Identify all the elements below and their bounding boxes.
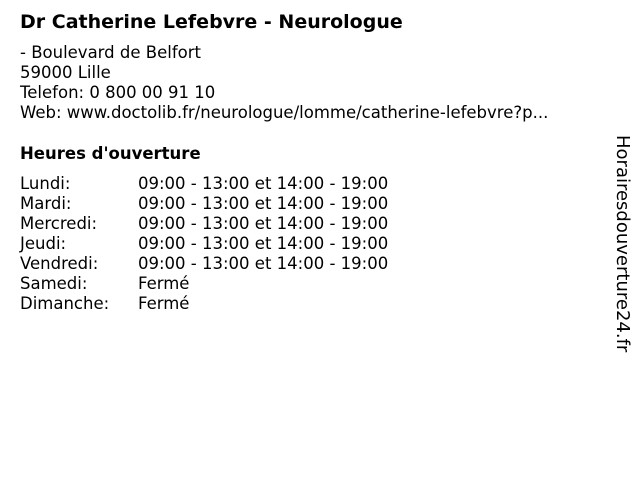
- day-label: Jeudi:: [20, 234, 67, 253]
- day-hours: 09:00 - 13:00 et 14:00 - 19:00: [138, 194, 389, 213]
- day-hours: 09:00 - 13:00 et 14:00 - 19:00: [138, 254, 389, 273]
- day-label: Samedi:: [20, 274, 88, 293]
- day-label: Lundi:: [20, 174, 71, 193]
- street-address: - Boulevard de Belfort: [20, 43, 201, 62]
- day-label: Mardi:: [20, 194, 72, 213]
- city-postal: 59000 Lille: [20, 63, 111, 82]
- phone-number: Telefon: 0 800 00 91 10: [20, 83, 216, 102]
- day-label: Vendredi:: [20, 254, 99, 273]
- contact-block: [20, 43, 548, 123]
- hours-heading: Heures d'ouverture: [20, 144, 201, 163]
- day-hours: 09:00 - 13:00 et 14:00 - 19:00: [138, 214, 389, 233]
- page-title: Dr Catherine Lefebvre - Neurologue: [20, 11, 403, 33]
- day-label: Dimanche:: [20, 294, 110, 313]
- day-hours: Fermé: [138, 294, 190, 313]
- day-hours: Fermé: [138, 274, 190, 293]
- site-credit: Horairesdouverture24.fr: [612, 135, 633, 353]
- day-hours: 09:00 - 13:00 et 14:00 - 19:00: [138, 174, 389, 193]
- website: Web: www.doctolib.fr/neurologue/lomme/catherine-lefebvre?p...: [20, 103, 549, 122]
- day-hours: 09:00 - 13:00 et 14:00 - 19:00: [138, 234, 389, 253]
- day-label: Mercredi:: [20, 214, 98, 233]
